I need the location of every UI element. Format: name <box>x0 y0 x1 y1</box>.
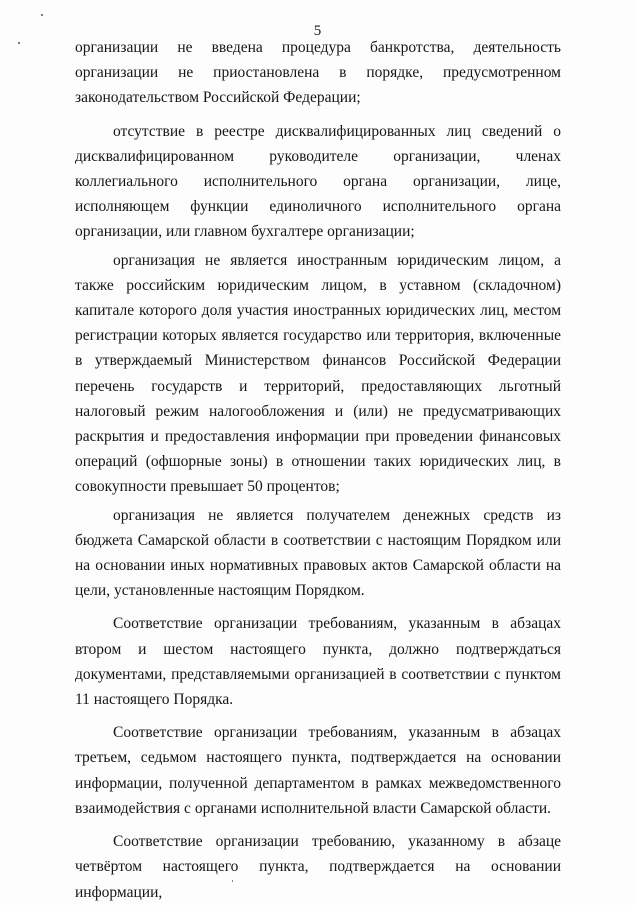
paragraph-documents-confirmation: Соответствие организации требованиям, указанным в абзацах втором и шестом настоящего пункта, должно подтверждаться документами, представляемыми организацией в соответствии с пунктом 11 настоящего Порядка. <box>75 615 561 709</box>
scan-speck <box>41 14 43 16</box>
paragraph-foreign-entity: организация не является иностранным юридическим лицом, а также российским юридическим лицом, в уставном (складочном) капитале которого доля участия иностранных юридических лиц, местом регистрации которых является государство или территория, включенные в утверждаемый Министерством финансов Российской Федерации перечень государств и территорий, предоставляющих льготный налоговый режим налогообложения и (или) не предусматривающих раскрытия и предоставления информации при проведении финансовых операций (офшорные зоны) в отношении таких юридических лиц, в совокупности превышает 50 процентов; <box>75 251 561 496</box>
paragraph-budget-funds: организация не является получателем денежных средств из бюджета Самарской области в соответствии с настоящим Порядком или на основании иных нормативных правовых актов Самарской области на цели, установленные настоящим Порядком. <box>75 506 561 600</box>
paragraph-interagency-confirmation: Соответствие организации требованиям, указанным в абзацах третьем, седьмом настоящего пункта, подтверждается на основании информации, полученной департаментом в рамках межведомственного взаимодействия с органами исполнительной власти Самарской области. <box>75 724 561 817</box>
scan-speck <box>18 42 20 44</box>
paragraph-disqualified-persons: отсутствие в реестре дисквалифицированных лиц сведений о дисквалифицированном руководителе организации, членах коллегиального исполнительного органа организации, лице, исполняющем функции единоличного исполнительного органа организации, или главном бухгалтере организации; <box>75 122 561 241</box>
document-body <box>75 35 561 905</box>
paragraph-bankruptcy: организации не введена процедура банкротства, деятельность организации не приостановлена в порядке, предусмотренном законодательством Российской Федерации; <box>75 39 561 107</box>
paragraph-requirement-fourth: Соответствие организации требованию, указанному в абзаце четвёртом настоящего пункта, подтверждается на основании информации, <box>75 833 561 901</box>
page-number: 5 <box>313 23 322 39</box>
